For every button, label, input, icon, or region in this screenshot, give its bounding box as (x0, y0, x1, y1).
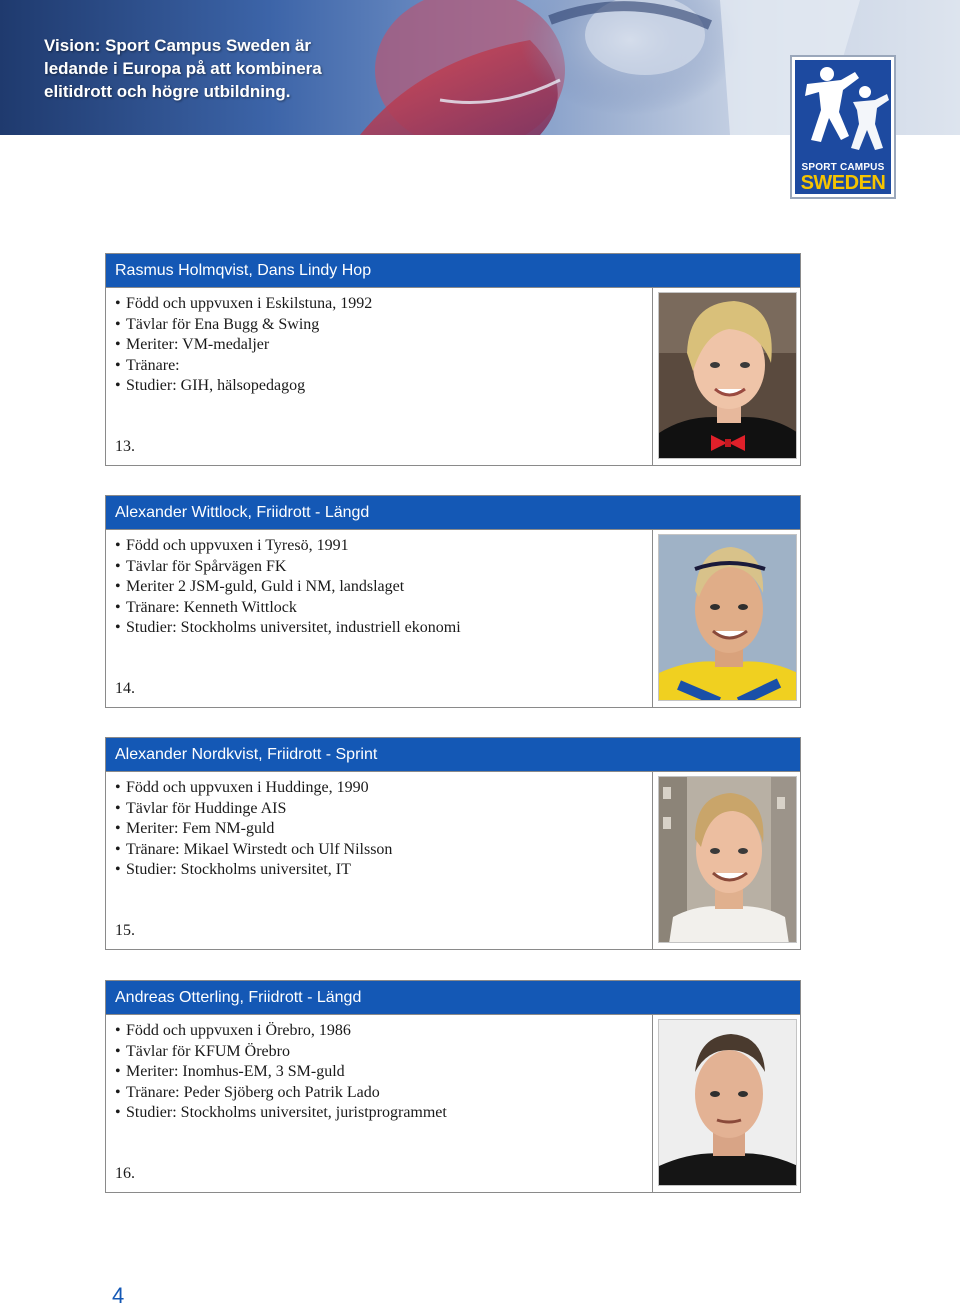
column-divider (652, 530, 653, 708)
athlete-photo (658, 534, 797, 701)
fact-item: • Tävlar för Ena Bugg & Swing (115, 315, 372, 336)
fact-item: • Född och uppvuxen i Eskilstuna, 1992 (115, 294, 372, 315)
fact-item: • Tävlar för Spårvägen FK (115, 557, 461, 578)
athlete-name-heading: Andreas Otterling, Friidrott - Längd (106, 981, 800, 1015)
fact-item: • Tävlar för KFUM Örebro (115, 1042, 447, 1063)
fact-item: • Tränare: Peder Sjöberg och Patrik Lado (115, 1083, 447, 1104)
athlete-name-heading: Rasmus Holmqvist, Dans Lindy Hop (106, 254, 800, 288)
vision-line: Vision: Sport Campus Sweden är (44, 36, 312, 55)
athlete-card (105, 253, 801, 466)
logo-text-sweden: SWEDEN (800, 172, 886, 194)
fact-item: • Född och uppvuxen i Örebro, 1986 (115, 1021, 447, 1042)
vision-line: elitidrott och högre utbildning. (44, 82, 291, 101)
sport-campus-logo (790, 55, 896, 199)
athlete-facts-list (115, 1021, 447, 1124)
athlete-name-heading: Alexander Wittlock, Friidrott - Längd (106, 496, 800, 530)
fact-item: • Tränare: Kenneth Wittlock (115, 598, 461, 619)
fact-item: • Meriter: VM-medaljer (115, 335, 372, 356)
athlete-photo (658, 1019, 797, 1186)
athlete-number: 16. (115, 1165, 135, 1182)
athlete-name-heading: Alexander Nordkvist, Friidrott - Sprint (106, 738, 800, 772)
fact-item: • Studier: Stockholms universitet, IT (115, 860, 392, 881)
fact-item: • Tränare: Mikael Wirstedt och Ulf Nilsson (115, 840, 392, 861)
fact-item: • Studier: GIH, hälsopedagog (115, 376, 372, 397)
athlete-facts-list (115, 294, 372, 397)
athlete-card (105, 737, 801, 950)
fact-item: • Tränare: (115, 356, 372, 377)
fact-item: • Född och uppvuxen i Tyresö, 1991 (115, 536, 461, 557)
fact-item: • Studier: Stockholms universitet, juristprogrammet (115, 1103, 447, 1124)
athlete-number: 15. (115, 922, 135, 939)
athlete-card (105, 495, 801, 708)
vision-statement (44, 34, 384, 103)
fact-item: • Tävlar för Huddinge AIS (115, 799, 392, 820)
athlete-facts-list (115, 778, 392, 881)
column-divider (652, 288, 653, 466)
athlete-photo (658, 776, 797, 943)
fact-item: • Meriter: Inomhus-EM, 3 SM-guld (115, 1062, 447, 1083)
athlete-number: 14. (115, 680, 135, 697)
athlete-facts-list (115, 536, 461, 639)
fact-item: • Född och uppvuxen i Huddinge, 1990 (115, 778, 392, 799)
fact-item: • Meriter: Fem NM-guld (115, 819, 392, 840)
column-divider (652, 1015, 653, 1193)
column-divider (652, 772, 653, 950)
logo-text-sport-campus: SPORT CAMPUS (801, 162, 885, 173)
page-number: 4 (112, 1283, 125, 1308)
vision-line: ledande i Europa på att kombinera (44, 59, 322, 78)
athlete-card (105, 980, 801, 1193)
athletes-silhouette-icon (795, 60, 891, 160)
fact-item: • Meriter 2 JSM-guld, Guld i NM, landslaget (115, 577, 461, 598)
fact-item: • Studier: Stockholms universitet, industriell ekonomi (115, 618, 461, 639)
athlete-number: 13. (115, 438, 135, 455)
athlete-photo (658, 292, 797, 459)
